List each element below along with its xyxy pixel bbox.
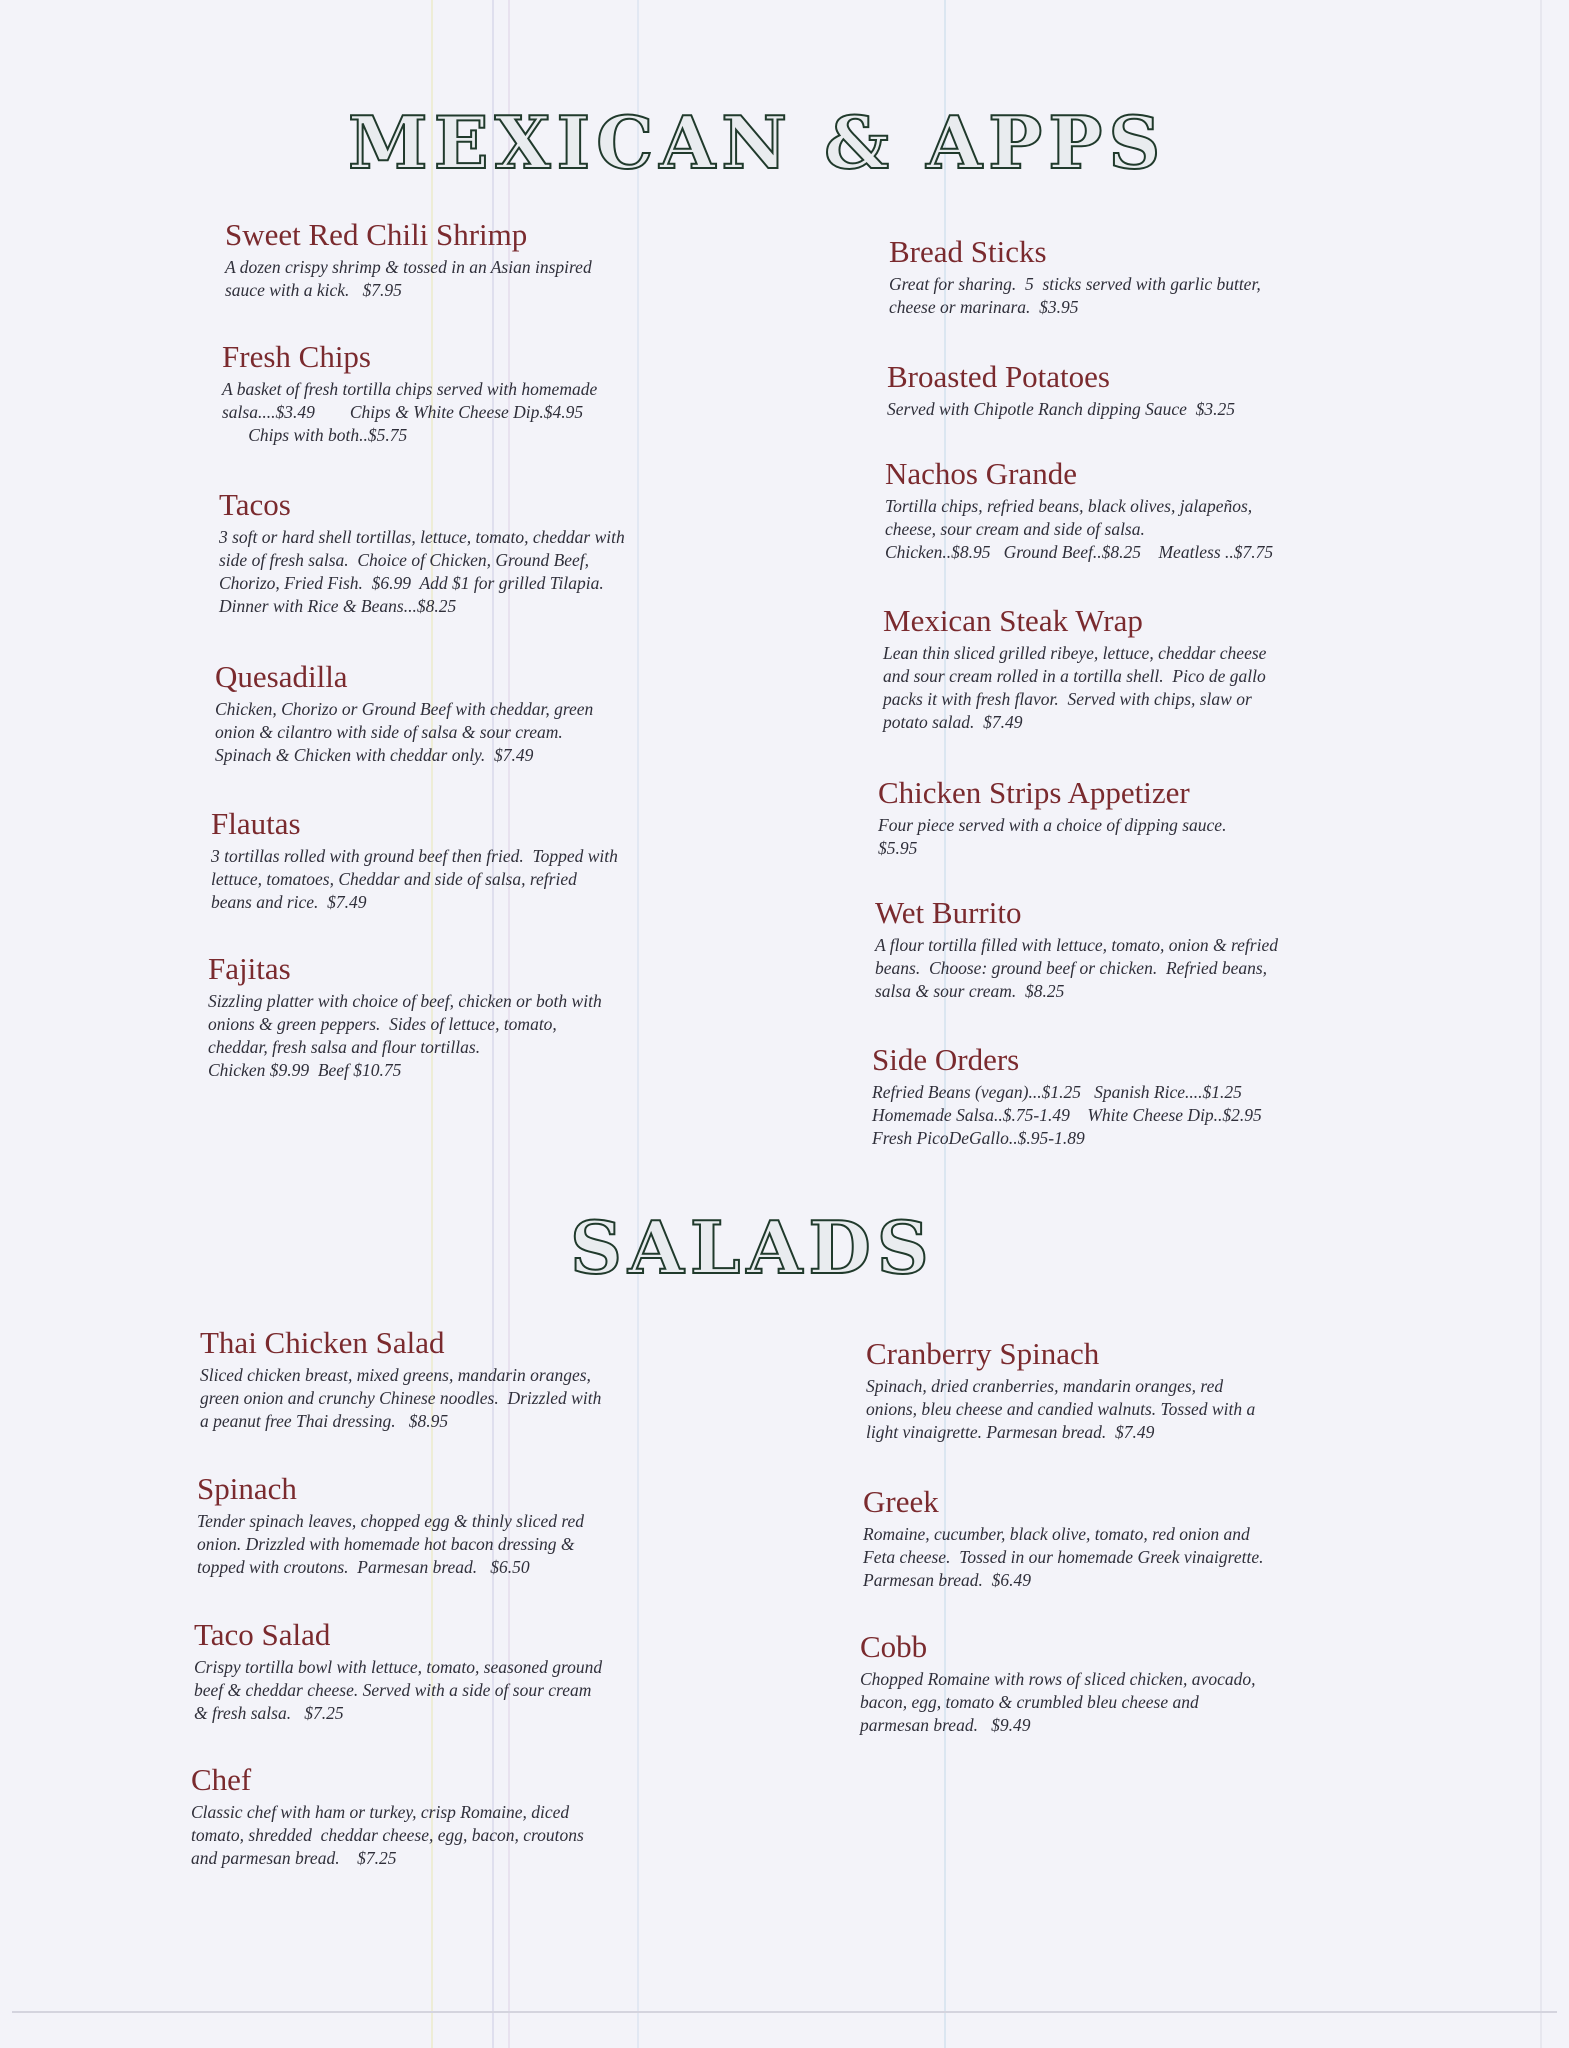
item-description: Tortilla chips, refried beans, black olives, jalapeños, cheese, sour cream and side of salsa. Chicken..$8.95 Ground Beef..$8.25 Meatless ..$7.75: [885, 496, 1274, 562]
item-description: Tender spinach leaves, chopped egg & thinly sliced red onion. Drizzled with homemade hot bacon dressing & topped with croutons. Parmesan bread. $6.50: [197, 1511, 585, 1577]
menu-item: [222, 340, 742, 447]
page-edge-rule: [12, 2011, 1557, 2013]
item-description: Four piece served with a choice of dipping sauce. $5.95: [878, 815, 1227, 858]
item-name: Nachos Grande: [885, 456, 1077, 491]
menu-item: [225, 218, 745, 302]
item-name: Quesadilla: [215, 659, 348, 694]
item-name: Chef: [191, 1762, 252, 1797]
section-title-salads: SALADS: [570, 1205, 935, 1290]
item-description: Chopped Romaine with rows of sliced chicken, avocado, bacon, egg, tomato & crumbled bleu cheese and parmesan bread. $9.49: [860, 1669, 1256, 1735]
item-name: Flautas: [211, 806, 301, 841]
item-name: Fajitas: [208, 951, 291, 986]
item-description: 3 soft or hard shell tortillas, lettuce, tomato, cheddar with side of fresh salsa. Choice of Chicken, Ground Beef, Chorizo, Fried Fish. $6.99 Add $1 for grilled Tilapia. Dinner with Rice & Beans...$8.25: [219, 527, 625, 616]
menu-item: [872, 1043, 1392, 1150]
menu-item: [889, 235, 1409, 319]
item-description: Sliced chicken breast, mixed greens, mandarin oranges, green onion and crunchy Chinese noodles. Drizzled with a peanut free Thai dressing. $8.95: [200, 1365, 602, 1431]
item-description: Refried Beans (vegan)...$1.25 Spanish Rice....$1.25 Homemade Salsa..$.75-1.49 White Cheese Dip..$2.95 Fresh PicoDeGallo..$.95-1.89: [872, 1082, 1262, 1148]
item-name: Tacos: [219, 487, 291, 522]
item-description: 3 tortillas rolled with ground beef then fried. Topped with lettuce, tomatoes, Cheddar and side of salsa, refried beans and rice. $7.49: [211, 846, 618, 912]
item-name: Broasted Potatoes: [887, 359, 1110, 394]
scan-streak: [1540, 0, 1542, 2048]
menu-item: [887, 360, 1407, 421]
section-title-mexican-apps: MEXICAN & APPS: [348, 100, 1167, 185]
menu-item: [191, 1763, 711, 1870]
item-description: Chicken, Chorizo or Ground Beef with cheddar, green onion & cilantro with side of salsa & sour cream. Spinach & Chicken with cheddar only. $7.49: [215, 699, 594, 765]
item-description: Crispy tortilla bowl with lettuce, tomato, seasoned ground beef & cheddar cheese. Served with a side of sour cream & fresh salsa. $7.25: [194, 1657, 603, 1723]
item-name: Cobb: [860, 1629, 928, 1664]
item-description: Romaine, cucumber, black olive, tomato, red onion and Feta cheese. Tossed in our homemade Greek vinaigrette. Parmesan bread. $6.49: [863, 1524, 1264, 1590]
item-name: Greek: [863, 1484, 939, 1519]
item-name: Bread Sticks: [889, 234, 1047, 269]
menu-item: [878, 776, 1398, 860]
menu-item: [200, 1326, 720, 1433]
item-description: A flour tortilla filled with lettuce, tomato, onion & refried beans. Choose: ground beef or chicken. Refried beans, salsa & sour cream. $8.25: [875, 935, 1278, 1001]
item-name: Thai Chicken Salad: [200, 1325, 445, 1360]
menu-item: [883, 604, 1403, 734]
item-description: Served with Chipotle Ranch dipping Sauce $3.25: [887, 399, 1236, 419]
menu-item: [208, 952, 728, 1082]
item-name: Taco Salad: [194, 1617, 331, 1652]
item-name: Chicken Strips Appetizer: [878, 775, 1190, 810]
menu-item: [885, 457, 1405, 564]
item-name: Mexican Steak Wrap: [883, 603, 1143, 638]
menu-item: [860, 1630, 1380, 1737]
item-description: A basket of fresh tortilla chips served with homemade salsa....$3.49 Chips & White Cheese Dip.$4.95 Chips with both..$5.75: [222, 379, 598, 445]
item-description: A dozen crispy shrimp & tossed in an Asian inspired sauce with a kick. $7.95: [225, 257, 592, 300]
item-name: Spinach: [197, 1471, 297, 1506]
menu-item: [866, 1337, 1386, 1444]
menu-item: [211, 807, 731, 914]
item-description: Spinach, dried cranberries, mandarin oranges, red onions, bleu cheese and candied walnuts. Tossed with a light vinaigrette. Parmesan bread. $7.49: [866, 1376, 1256, 1442]
item-description: Sizzling platter with choice of beef, chicken or both with onions & green peppers. Sides of lettuce, tomato, cheddar, fresh salsa and flour tortillas. Chicken $9.99 Beef $10.75: [208, 991, 602, 1080]
item-name: Cranberry Spinach: [866, 1336, 1100, 1371]
item-description: Lean thin sliced grilled ribeye, lettuce, cheddar cheese and sour cream rolled in a tortilla shell. Pico de gallo packs it with fresh flavor. Served with chips, slaw or potato salad. $7.49: [883, 643, 1267, 732]
item-name: Wet Burrito: [875, 895, 1022, 930]
item-name: Sweet Red Chili Shrimp: [225, 217, 528, 252]
item-description: Great for sharing. 5 sticks served with garlic butter, cheese or marinara. $3.95: [889, 274, 1261, 317]
menu-item: [194, 1618, 714, 1725]
menu-item: [197, 1472, 717, 1579]
item-description: Classic chef with ham or turkey, crisp Romaine, diced tomato, shredded cheddar cheese, egg, bacon, croutons and parmesan bread. $7.25: [191, 1802, 584, 1868]
item-name: Side Orders: [872, 1042, 1020, 1077]
menu-item: [875, 896, 1395, 1003]
menu-item: [863, 1485, 1383, 1592]
item-name: Fresh Chips: [222, 339, 371, 374]
menu-item: [219, 488, 739, 618]
menu-item: [215, 660, 735, 767]
